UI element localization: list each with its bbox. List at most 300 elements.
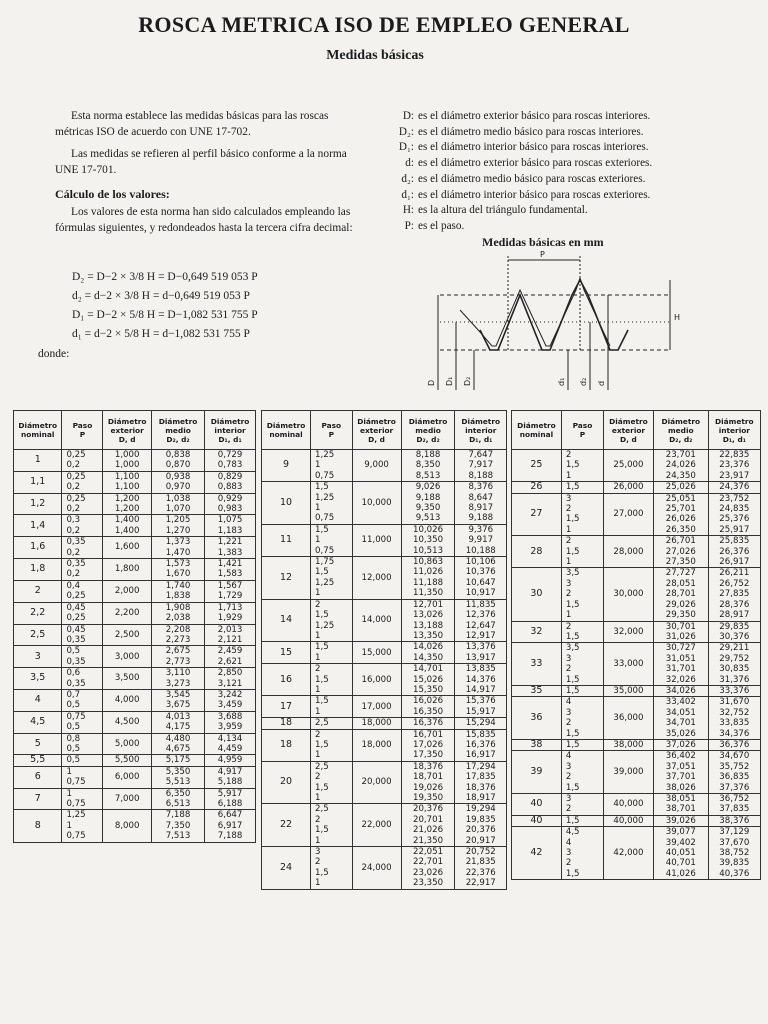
mean-diameter-cell: 0,938 0,970	[151, 471, 204, 493]
thread-profile-diagram	[420, 250, 690, 400]
definitions-list	[392, 109, 652, 235]
table-row	[262, 642, 507, 664]
inner-diameter-cell: 34,670 35,752 36,835 37,376	[708, 751, 760, 794]
table-row	[262, 664, 507, 696]
header-interior: Diámetro interior D₁, d₁	[205, 411, 256, 450]
pitch-cell: 1 0,75	[62, 788, 103, 810]
inner-diameter-cell: 22,835 23,376 23,917	[708, 450, 760, 482]
definition-text: es el diámetro medio básico para roscas exteriores.	[418, 172, 646, 185]
nominal-cell: 32	[512, 621, 562, 643]
inner-diameter-cell: 33,376	[708, 685, 760, 696]
outer-diameter-cell: 8,000	[103, 810, 151, 842]
inner-diameter-cell: 2,850 3,121	[205, 668, 256, 690]
table-row	[14, 493, 256, 515]
nominal-cell: 33	[512, 643, 562, 686]
nominal-cell: 39	[512, 751, 562, 794]
header-exterior: Diámetro exterior D, d	[103, 411, 151, 450]
nominal-cell: 36	[512, 697, 562, 740]
pitch-cell: 4 3 2 1,5	[561, 751, 603, 794]
outer-diameter-cell: 5,000	[103, 733, 151, 755]
pitch-cell: 0,8 0,5	[62, 733, 103, 755]
pitch-cell: 0,3 0,2	[62, 515, 103, 537]
outer-diameter-cell: 40,000	[604, 794, 654, 816]
table-row	[262, 524, 507, 556]
pitch-cell: 0,25 0,2	[62, 493, 103, 515]
table-row	[262, 804, 507, 847]
outer-diameter-cell: 32,000	[604, 621, 654, 643]
definition-text: es el paso.	[418, 219, 465, 232]
diagram-label-d1: d₁	[557, 377, 566, 386]
mean-diameter-cell: 6,350 6,513	[151, 788, 204, 810]
table-row	[14, 624, 256, 646]
outer-diameter-cell: 12,000	[352, 557, 401, 600]
definition-item	[392, 219, 652, 235]
nominal-cell: 2,5	[14, 624, 62, 646]
outer-diameter-cell: 14,000	[352, 599, 401, 642]
thread-table-1	[13, 410, 256, 843]
outer-diameter-cell: 5,500	[103, 755, 151, 766]
mean-diameter-cell: 10,863 11,026 11,188 11,350	[401, 557, 455, 600]
diagram-label-D2: D₂	[463, 376, 472, 386]
nominal-cell: 6	[14, 766, 62, 788]
pitch-cell: 1,5 1,25 1 0,75	[311, 482, 353, 525]
mean-diameter-cell: 1,373 1,470	[151, 537, 204, 559]
nominal-cell: 4,5	[14, 711, 62, 733]
table-row	[262, 482, 507, 525]
definition-item	[392, 188, 652, 204]
inner-diameter-cell: 1,713 1,929	[205, 602, 256, 624]
outer-diameter-cell: 2,000	[103, 580, 151, 602]
outer-diameter-cell: 35,000	[604, 685, 654, 696]
mean-diameter-cell: 3,545 3,675	[151, 689, 204, 711]
mean-diameter-cell: 23,701 24,026 24,350	[653, 450, 708, 482]
table-row	[14, 733, 256, 755]
thread-table-3	[511, 410, 761, 880]
table-row	[262, 557, 507, 600]
table-row	[512, 815, 761, 826]
header-nominal: Diámetro nominal	[512, 411, 562, 450]
mean-diameter-cell: 1,573 1,670	[151, 559, 204, 581]
mean-diameter-cell: 36,402 37,051 37,701 38,026	[653, 751, 708, 794]
nominal-cell: 1,8	[14, 559, 62, 581]
mean-diameter-cell: 10,026 10,350 10,513	[401, 524, 455, 556]
table-row	[14, 755, 256, 766]
pitch-cell: 3 2 1,5 1	[561, 493, 603, 536]
mean-diameter-cell: 39,077 39,402 40,051 40,701 41,026	[653, 827, 708, 880]
page-title: ROSCA METRICA ISO DE EMPLEO GENERAL	[138, 12, 630, 37]
definition-text: es el diámetro medio básico para roscas interiores.	[418, 125, 644, 138]
outer-diameter-cell: 1,600	[103, 537, 151, 559]
table-row	[14, 537, 256, 559]
inner-diameter-cell: 31,670 32,752 33,835 34,376	[708, 697, 760, 740]
table-row	[262, 847, 507, 890]
outer-diameter-cell: 22,000	[352, 804, 401, 847]
definition-symbol: D₂:	[398, 125, 414, 138]
pitch-cell: 2 1,5	[561, 621, 603, 643]
table-row	[262, 729, 507, 761]
table-row	[262, 599, 507, 642]
outer-diameter-cell: 7,000	[103, 788, 151, 810]
mean-diameter-cell: 1,205 1,270	[151, 515, 204, 537]
inner-diameter-cell: 29,835 30,376	[708, 621, 760, 643]
outer-diameter-cell: 18,000	[352, 718, 401, 729]
nominal-cell: 24	[262, 847, 311, 890]
inner-diameter-cell: 4,134 4,459	[205, 733, 256, 755]
header-nominal: Diámetro nominal	[262, 411, 311, 450]
pitch-cell: 2,5	[311, 718, 353, 729]
pitch-cell: 0,6 0,35	[62, 668, 103, 690]
table-row	[14, 559, 256, 581]
header-paso: Paso P	[62, 411, 103, 450]
mean-diameter-cell: 14,026 14,350	[401, 642, 455, 664]
nominal-cell: 4	[14, 689, 62, 711]
outer-diameter-cell: 36,000	[604, 697, 654, 740]
outer-diameter-cell: 2,200	[103, 602, 151, 624]
nominal-cell: 28	[512, 536, 562, 568]
outer-diameter-cell: 1,800	[103, 559, 151, 581]
definition-item	[392, 172, 652, 188]
pitch-cell: 4 3 2 1,5	[561, 697, 603, 740]
mean-diameter-cell: 1,038 1,070	[151, 493, 204, 515]
outer-diameter-cell: 42,000	[604, 827, 654, 880]
inner-diameter-cell: 4,917 5,188	[205, 766, 256, 788]
nominal-cell: 2,2	[14, 602, 62, 624]
inner-diameter-cell: 36,752 37,835	[708, 794, 760, 816]
outer-diameter-cell: 10,000	[352, 482, 401, 525]
inner-diameter-cell: 19,294 19,835 20,376 20,917	[455, 804, 507, 847]
definition-item	[392, 109, 652, 125]
pitch-cell: 4,5 4 3 2 1,5	[561, 827, 603, 880]
definition-text: es el diámetro interior básico para roscas exteriores.	[418, 188, 651, 201]
pitch-cell: 1,75 1,5 1,25 1	[311, 557, 353, 600]
header-paso: Paso P	[311, 411, 353, 450]
nominal-cell: 18	[262, 729, 311, 761]
mean-diameter-cell: 9,026 9,188 9,350 9,513	[401, 482, 455, 525]
outer-diameter-cell: 4,000	[103, 689, 151, 711]
mean-diameter-cell: 16,376	[401, 718, 455, 729]
pitch-cell: 1,25 1 0,75	[311, 450, 353, 482]
inner-diameter-cell: 8,376 8,647 8,917 9,188	[455, 482, 507, 525]
pitch-cell: 1,25 1 0,75	[62, 810, 103, 842]
table-row	[512, 751, 761, 794]
mean-diameter-cell: 5,350 5,513	[151, 766, 204, 788]
table-row	[512, 621, 761, 643]
outer-diameter-cell: 3,000	[103, 646, 151, 668]
outer-diameter-cell: 1,100 1,100	[103, 471, 151, 493]
definition-text: es el diámetro exterior básico para roscas exteriores.	[418, 157, 653, 170]
outer-diameter-cell: 2,500	[103, 624, 151, 646]
pitch-cell: 0,4 0,25	[62, 580, 103, 602]
nominal-cell: 20	[262, 761, 311, 804]
definition-text: es el diámetro interior básico para roscas interiores.	[418, 141, 649, 154]
nominal-cell: 16	[262, 664, 311, 696]
outer-diameter-cell: 38,000	[604, 739, 654, 750]
outer-diameter-cell: 18,000	[352, 729, 401, 761]
mean-diameter-cell: 30,727 31,051 31,701 32,026	[653, 643, 708, 686]
formula-D2: D₂ = D−2 × 3/8 H = D−0,649 519 053 P	[72, 271, 258, 283]
inner-diameter-cell: 20,752 21,835 22,376 22,917	[455, 847, 507, 890]
nominal-cell: 9	[262, 450, 311, 482]
inner-diameter-cell: 0,729 0,783	[205, 450, 256, 472]
definition-symbol: D:	[402, 110, 414, 122]
mean-diameter-cell: 5,175	[151, 755, 204, 766]
pitch-cell: 0,45 0,35	[62, 624, 103, 646]
mean-diameter-cell: 26,701 27,026 27,350	[653, 536, 708, 568]
thread-profile	[480, 280, 628, 350]
nominal-cell: 40	[512, 815, 562, 826]
diagram-label-p: P	[540, 250, 545, 259]
nominal-cell: 25	[512, 450, 562, 482]
inner-diameter-cell: 4,959	[205, 755, 256, 766]
nominal-cell: 12	[262, 557, 311, 600]
mean-diameter-cell: 33,402 34,051 34,701 35,026	[653, 697, 708, 740]
table-row	[14, 602, 256, 624]
inner-diameter-cell: 15,835 16,376 16,917	[455, 729, 507, 761]
table-row	[512, 794, 761, 816]
definition-symbol: d₁:	[401, 188, 414, 201]
inner-diameter-cell: 0,829 0,883	[205, 471, 256, 493]
header-medio: Diámetro medio D₂, d₂	[401, 411, 455, 450]
nominal-cell: 10	[262, 482, 311, 525]
pitch-cell: 1,5 1	[311, 642, 353, 664]
pitch-cell: 0,5	[62, 755, 103, 766]
table-row	[14, 580, 256, 602]
mean-diameter-cell: 2,675 2,773	[151, 646, 204, 668]
pitch-cell: 2,5 2 1,5 1	[311, 804, 353, 847]
inner-diameter-cell: 1,075 1,183	[205, 515, 256, 537]
nominal-cell: 38	[512, 739, 562, 750]
mean-diameter-cell: 16,026 16,350	[401, 696, 455, 718]
mean-diameter-cell: 37,026	[653, 739, 708, 750]
nominal-cell: 1,4	[14, 515, 62, 537]
outer-diameter-cell: 4,500	[103, 711, 151, 733]
mean-diameter-cell: 22,051 22,701 23,026 23,350	[401, 847, 455, 890]
header-interior: Diámetro interior D₁, d₁	[708, 411, 760, 450]
inner-diameter-cell: 3,688 3,959	[205, 711, 256, 733]
mean-diameter-cell: 27,727 28,051 28,701 29,026 29,350	[653, 568, 708, 621]
header-medio: Diámetro medio D₂, d₂	[653, 411, 708, 450]
pitch-cell: 2 1,5 1	[561, 536, 603, 568]
inner-diameter-cell: 2,459 2,621	[205, 646, 256, 668]
table-row	[512, 685, 761, 696]
header-interior: Diámetro interior D₁, d₁	[455, 411, 507, 450]
pitch-cell: 2 1,5 1,25 1	[311, 599, 353, 642]
pitch-cell: 0,25 0,2	[62, 471, 103, 493]
header-exterior: Diámetro exterior D, d	[352, 411, 401, 450]
mean-diameter-cell: 20,376 20,701 21,026 21,350	[401, 804, 455, 847]
inner-diameter-cell: 23,752 24,835 25,376 25,917	[708, 493, 760, 536]
inner-diameter-cell: 15,294	[455, 718, 507, 729]
outer-diameter-cell: 26,000	[604, 482, 654, 493]
inner-diameter-cell: 7,647 7,917 8,188	[455, 450, 507, 482]
pitch-cell: 3,5 3 2 1,5	[561, 643, 603, 686]
inner-diameter-cell: 13,835 14,376 14,917	[455, 664, 507, 696]
mean-diameter-cell: 0,838 0,870	[151, 450, 204, 472]
mean-diameter-cell: 2,208 2,273	[151, 624, 204, 646]
outer-diameter-cell: 30,000	[604, 568, 654, 621]
definition-symbol: P:	[404, 219, 414, 232]
outer-diameter-cell: 16,000	[352, 664, 401, 696]
definition-text: es la altura del triángulo fundamental.	[418, 204, 588, 217]
definition-item	[392, 203, 652, 219]
inner-diameter-cell: 11,835 12,376 12,647 12,917	[455, 599, 507, 642]
pitch-cell: 1,5 1 0,75	[311, 524, 353, 556]
intro-paragraph-2: Las medidas se refieren al perfil básico conforme a la norma UNE 17-701.	[55, 148, 347, 176]
pitch-cell: 0,5 0,35	[62, 646, 103, 668]
outer-diameter-cell: 33,000	[604, 643, 654, 686]
inner-diameter-cell: 24,376	[708, 482, 760, 493]
nominal-cell: 1	[14, 450, 62, 472]
pitch-cell: 0,35 0,2	[62, 537, 103, 559]
pitch-cell: 3 2	[561, 794, 603, 816]
nominal-cell: 8	[14, 810, 62, 842]
table-row	[512, 697, 761, 740]
pitch-cell: 2 1,5 1	[561, 450, 603, 482]
inner-diameter-cell: 15,376 15,917	[455, 696, 507, 718]
mean-diameter-cell: 16,701 17,026 17,350	[401, 729, 455, 761]
inner-diameter-cell: 37,129 37,670 38,752 39,835 40,376	[708, 827, 760, 880]
mean-diameter-cell: 38,051 38,701	[653, 794, 708, 816]
nominal-cell: 11	[262, 524, 311, 556]
nominal-cell: 1,6	[14, 537, 62, 559]
inner-diameter-cell: 10,106 10,376 10,647 10,917	[455, 557, 507, 600]
mean-diameter-cell: 4,480 4,675	[151, 733, 204, 755]
inner-diameter-cell: 26,211 26,752 27,835 28,376 28,917	[708, 568, 760, 621]
formula-list	[72, 268, 258, 344]
inner-diameter-cell: 6,647 6,917 7,188	[205, 810, 256, 842]
pitch-cell: 2 1,5 1	[311, 729, 353, 761]
header-paso: Paso P	[561, 411, 603, 450]
inner-diameter-cell: 1,421 1,583	[205, 559, 256, 581]
mean-diameter-cell: 4,013 4,175	[151, 711, 204, 733]
definition-item	[392, 140, 652, 156]
header-medio: Diámetro medio D₂, d₂	[151, 411, 204, 450]
mean-diameter-cell: 1,740 1,838	[151, 580, 204, 602]
diagram-label-h: H	[674, 313, 681, 322]
pitch-cell: 3,5 3 2 1,5 1	[561, 568, 603, 621]
table-row	[14, 450, 256, 472]
pitch-cell: 0,35 0,2	[62, 559, 103, 581]
nominal-cell: 5	[14, 733, 62, 755]
nominal-cell: 27	[512, 493, 562, 536]
table-row	[14, 646, 256, 668]
mean-diameter-cell: 34,026	[653, 685, 708, 696]
nominal-cell: 42	[512, 827, 562, 880]
nominal-cell: 22	[262, 804, 311, 847]
table-row	[512, 643, 761, 686]
inner-diameter-cell: 1,221 1,383	[205, 537, 256, 559]
definition-text: es el diámetro exterior básico para roscas interiores.	[418, 110, 651, 122]
mean-diameter-cell: 3,110 3,273	[151, 668, 204, 690]
formula-d1: d₁ = d−2 × 5/8 H = d−1,082 531 755 P	[72, 328, 250, 340]
diagram-label-d2: d₂	[579, 377, 588, 386]
inner-diameter-cell: 29,211 29,752 30,835 31,376	[708, 643, 760, 686]
inner-diameter-cell: 13,376 13,917	[455, 642, 507, 664]
pitch-cell: 0,75 0,5	[62, 711, 103, 733]
nominal-cell: 17	[262, 696, 311, 718]
table-row	[14, 711, 256, 733]
diagram-title: Medidas básicas en mm	[482, 235, 604, 249]
outer-diameter-cell: 28,000	[604, 536, 654, 568]
header-exterior: Diámetro exterior D, d	[604, 411, 654, 450]
table-row	[512, 493, 761, 536]
nominal-cell: 7	[14, 788, 62, 810]
pitch-cell: 1 0,75	[62, 766, 103, 788]
mean-diameter-cell: 25,051 25,701 26,026 26,350	[653, 493, 708, 536]
outer-diameter-cell: 1,200 1,200	[103, 493, 151, 515]
nominal-cell: 1,2	[14, 493, 62, 515]
mean-diameter-cell: 39,026	[653, 815, 708, 826]
table-row	[512, 827, 761, 880]
outer-diameter-cell: 27,000	[604, 493, 654, 536]
table-row	[512, 739, 761, 750]
header-nominal: Diámetro nominal	[14, 411, 62, 450]
definition-symbol: D₁:	[398, 141, 414, 154]
inner-diameter-cell: 17,294 17,835 18,376 18,917	[455, 761, 507, 804]
intro-paragraph-1: Esta norma establece las medidas básicas para las roscas métricas ISO de acuerdo con UNE 17-702.	[55, 110, 329, 138]
nominal-cell: 30	[512, 568, 562, 621]
diagram-label-D1: D₁	[445, 376, 454, 386]
pitch-cell: 1,5	[561, 739, 603, 750]
outer-diameter-cell: 3,500	[103, 668, 151, 690]
pitch-cell: 2 1,5 1	[311, 664, 353, 696]
pitch-cell: 1,5	[561, 815, 603, 826]
nominal-cell: 1,1	[14, 471, 62, 493]
inner-diameter-cell: 0,929 0,983	[205, 493, 256, 515]
outer-diameter-cell: 9,000	[352, 450, 401, 482]
table-row	[512, 450, 761, 482]
table-row	[14, 810, 256, 842]
outer-diameter-cell: 1,000 1,000	[103, 450, 151, 472]
inner-diameter-cell: 9,376 9,917 10,188	[455, 524, 507, 556]
nominal-cell: 3	[14, 646, 62, 668]
outer-diameter-cell: 24,000	[352, 847, 401, 890]
table-row	[14, 689, 256, 711]
mean-diameter-cell: 7,188 7,350 7,513	[151, 810, 204, 842]
page-subtitle: Medidas básicas	[326, 48, 424, 63]
inner-diameter-cell: 25,835 26,376 26,917	[708, 536, 760, 568]
table-row	[14, 668, 256, 690]
outer-diameter-cell: 1,400 1,400	[103, 515, 151, 537]
thread-table-2	[261, 410, 507, 890]
formula-d2: d₂ = d−2 × 3/8 H = d−0,649 519 053 P	[72, 290, 250, 302]
pitch-cell: 0,45 0,25	[62, 602, 103, 624]
table-row	[262, 450, 507, 482]
mean-diameter-cell: 8,188 8,350 8,513	[401, 450, 455, 482]
table-row	[14, 788, 256, 810]
inner-diameter-cell: 3,242 3,459	[205, 689, 256, 711]
outer-diameter-cell: 20,000	[352, 761, 401, 804]
pitch-cell: 3 2 1,5 1	[311, 847, 353, 890]
table-row	[512, 482, 761, 493]
definition-item	[392, 125, 652, 141]
table-row	[14, 515, 256, 537]
table-row	[262, 696, 507, 718]
mean-diameter-cell: 12,701 13,026 13,188 13,350	[401, 599, 455, 642]
pitch-cell: 2,5 2 1,5 1	[311, 761, 353, 804]
inner-diameter-cell: 2,013 2,121	[205, 624, 256, 646]
nominal-cell: 35	[512, 685, 562, 696]
table-row	[262, 761, 507, 804]
nominal-cell: 15	[262, 642, 311, 664]
outer-diameter-cell: 40,000	[604, 815, 654, 826]
pitch-cell: 0,25 0,2	[62, 450, 103, 472]
mean-diameter-cell: 18,376 18,701 19,026 19,350	[401, 761, 455, 804]
calculation-heading: Cálculo de los valores:	[55, 187, 170, 201]
nominal-cell: 2	[14, 580, 62, 602]
intro-paragraph-3: Los valores de esta norma han sido calculados empleando las fórmulas siguientes, y redondeados hasta la tercera cifra decimal:	[55, 206, 353, 234]
outer-diameter-cell: 15,000	[352, 642, 401, 664]
